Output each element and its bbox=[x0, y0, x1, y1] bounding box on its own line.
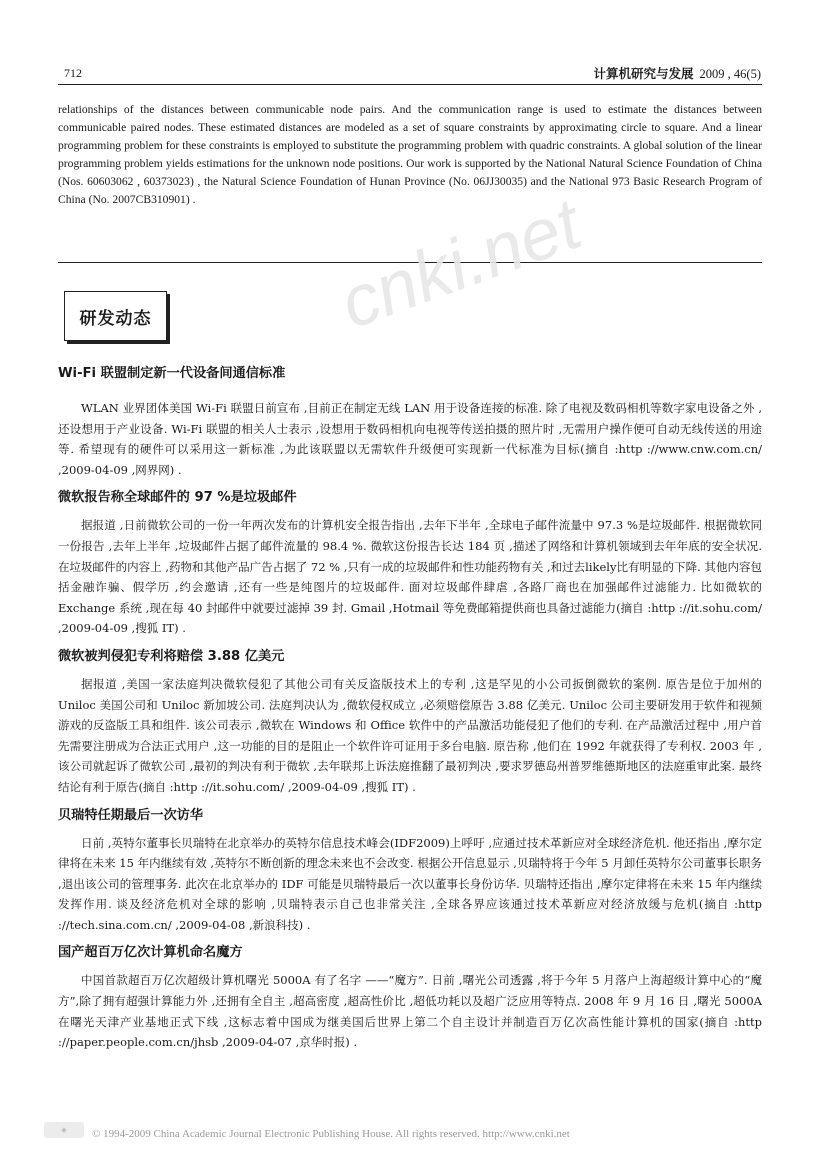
news-body: 日前 ,英特尔董事长贝瑞特在北京举办的英特尔信息技术峰会(IDF2009)上呼吁 ,应通过技术革新应对全球经济危机. 他还指出 ,摩尔定律将在未来 15 年内继续有效 ,英特尔不断创新的理念未来也不会改变. 根据公开信息显示 ,贝瑞特将于今年 5 月卸任英特尔公司董事长职务 ,退出该公司的管理事务. 此次在北京举办的 IDF 可能是贝瑞特最后一次以董事长身份访华. 贝瑞特还指出 ,摩尔定律将在未来 15 年内继续发挥作用. 谈及经济危机对全球的影响 ,贝瑞特表示自己也非常关注 ,全球各界应该通过技术革新应对经济放缓与危机(摘自 :http ://tech.sina.com.cn/ ,2009-04-08 ,新浪科技) . bbox=[58, 835, 762, 932]
copyright-footer: © 1994-2009 China Academic Journal Electronic Publishing House. All rights reserved. http://www.cnki.net bbox=[92, 1128, 570, 1140]
news-title: Wi-Fi 联盟制定新一代设备间通信标准 bbox=[58, 366, 286, 381]
news-item bbox=[58, 943, 762, 1052]
news-body: 据报道 ,日前微软公司的一份一年两次发布的计算机安全报告指出 ,去年下半年 ,全球电子邮件流量中 97.3 %是垃圾邮件. 根据微软同一份报告 ,去年上半年 ,垃圾邮件占据了邮件流量的 98.4 %. 微软这份报告长达 184 页 ,描述了网络和计算机领域到去年年底的安全状况. 在垃圾邮件的内容上 ,药物和其他产品广告占据了 72 % ,只有一成的垃圾邮件和性功能药物有关 ,和过去likely比有明显的下降. 其他内容包括金融诈骗、假学历 ,约会邀请 ,还有一些是纯图片的垃圾邮件. 面对垃圾邮件肆虐 ,各路厂商也在加强邮件过滤能力. 比如微软的 Exchange 系统 ,现在每 40 封邮件中就要过滤掉 39 封. Gmail ,Hotmail 等免费邮箱提供商也具备过滤能力(摘自 :http ://it.sohu.com/ ,2009-04-09 ,搜狐 IT) . bbox=[58, 518, 762, 636]
year-volume: 2009 , 46(5) bbox=[699, 67, 761, 81]
news-item bbox=[58, 488, 762, 639]
abstract-text: relationships of the distances between communicable node pairs. And the communication range is used to estimate the distances between communicable paired nodes. These estimated distances are modeled as a set of square constraints by approximating circle to square. And a linear programming problem for these constraints is employed to substitute the programming problem with quadric constraints. A global solution of the linear programming problem yields estimations for the unknown node positions. Our work is supported by the National Natural Science Foundation of China (Nos. 60603062 , 60373023) , the Natural Science Foundation of Hunan Province (No. 06JJ30035) and the National 973 Basic Research Program of China (No. 2007CB310901) . bbox=[58, 103, 762, 207]
page-number: 712 bbox=[64, 66, 82, 80]
news-item bbox=[58, 364, 762, 480]
news-item bbox=[58, 806, 762, 936]
journal-title: 计算机研究与发展 bbox=[593, 66, 694, 81]
news-title: 贝瑞特任期最后一次访华 bbox=[58, 807, 204, 823]
running-header bbox=[594, 64, 761, 82]
abstract-continuation bbox=[58, 101, 762, 210]
header-rule bbox=[58, 84, 762, 85]
news-body: WLAN 业界团体美国 Wi-Fi 联盟日前宣布 ,目前正在制定无线 LAN 用于设备连接的标准. 除了电视及数码相机等数字家电设备之外 ,还设想用于产业设备. Wi-Fi 联盟的相关人士表示 ,设想用于数码相机向电视等传送拍摄的照片时 ,无需用户操作便可自动无线传送的用途等. 希望现有的硬件可以采用这一新标准 ,为此该联盟以无需软件升级便可实现新一代标准为目标(摘自 :http ://www.cnw.com.cn/ ,2009-04-09 ,网界网) . bbox=[58, 401, 762, 477]
publisher-logo-icon: ◈ bbox=[44, 1122, 84, 1138]
news-item bbox=[58, 647, 762, 798]
news-body: 据报道 ,美国一家法庭判决微软侵犯了其他公司有关反盗版技术上的专利 ,这是罕见的小公司扳倒微软的案例. 原告是位于加州的 Uniloc 美国公司和 Uniloc 新加坡公司. 法庭判决认为 ,微软侵权成立 ,必须赔偿原告 3.88 亿美元. Uniloc 公司主要研发用于软件和视频游戏的反盗版工具和组件. 该公司表示 ,微软在 Windows 和 Office 软件中的产品激活功能侵犯了他们的专利. 在产品激活过程中 ,用户首先需要注册成为合法正式用户 ,这一功能的目的是阻止一个软件许可证用于多台电脑. 原告称 ,他们在 1992 年就获得了专利权. 2003 年 ,该公司就起诉了微软公司 ,最初的判决有利于微软 ,去年联邦上诉法庭推翻了最初判决 ,要求罗德岛州普罗维德斯地区的法庭重审此案. 最终结论有利于原告(摘自 :http ://it.sohu.com/ ,2009-04-09 ,搜狐 IT) . bbox=[58, 676, 762, 794]
news-title: 国产超百万亿次计算机命名魔方 bbox=[58, 945, 243, 961]
news-body: 中国首款超百万亿次超级计算机曙光 5000A 有了名字 ——“魔方”. 日前 ,曙光公司透露 ,将于今年 5 月落户上海超级计算中心的“魔方”,除了拥有超强计算能力外 ,还拥有全自主 ,超高密度 ,超高性价比 ,超低功耗以及超广泛应用等特点. 2008 年 9 月 16 日 ,曙光 5000A 在曙光天津产业基地正式下线 ,这标志着中国成为继美国后世界上第二个自主设计并制造百万亿次高性能计算机的国家(摘自 :http ://paper.people.com.cn/jhsb ,2009-04-07 ,京华时报) . bbox=[58, 973, 762, 1050]
news-title: 微软报告称全球邮件的 97 %是垃圾邮件 bbox=[58, 490, 297, 506]
section-title: 研发动态 bbox=[64, 291, 167, 341]
cnki-watermark: cnki.net bbox=[330, 184, 591, 345]
news-title: 微软被判侵犯专利将赔偿 3.88 亿美元 bbox=[58, 648, 285, 664]
news-list bbox=[58, 364, 762, 1053]
